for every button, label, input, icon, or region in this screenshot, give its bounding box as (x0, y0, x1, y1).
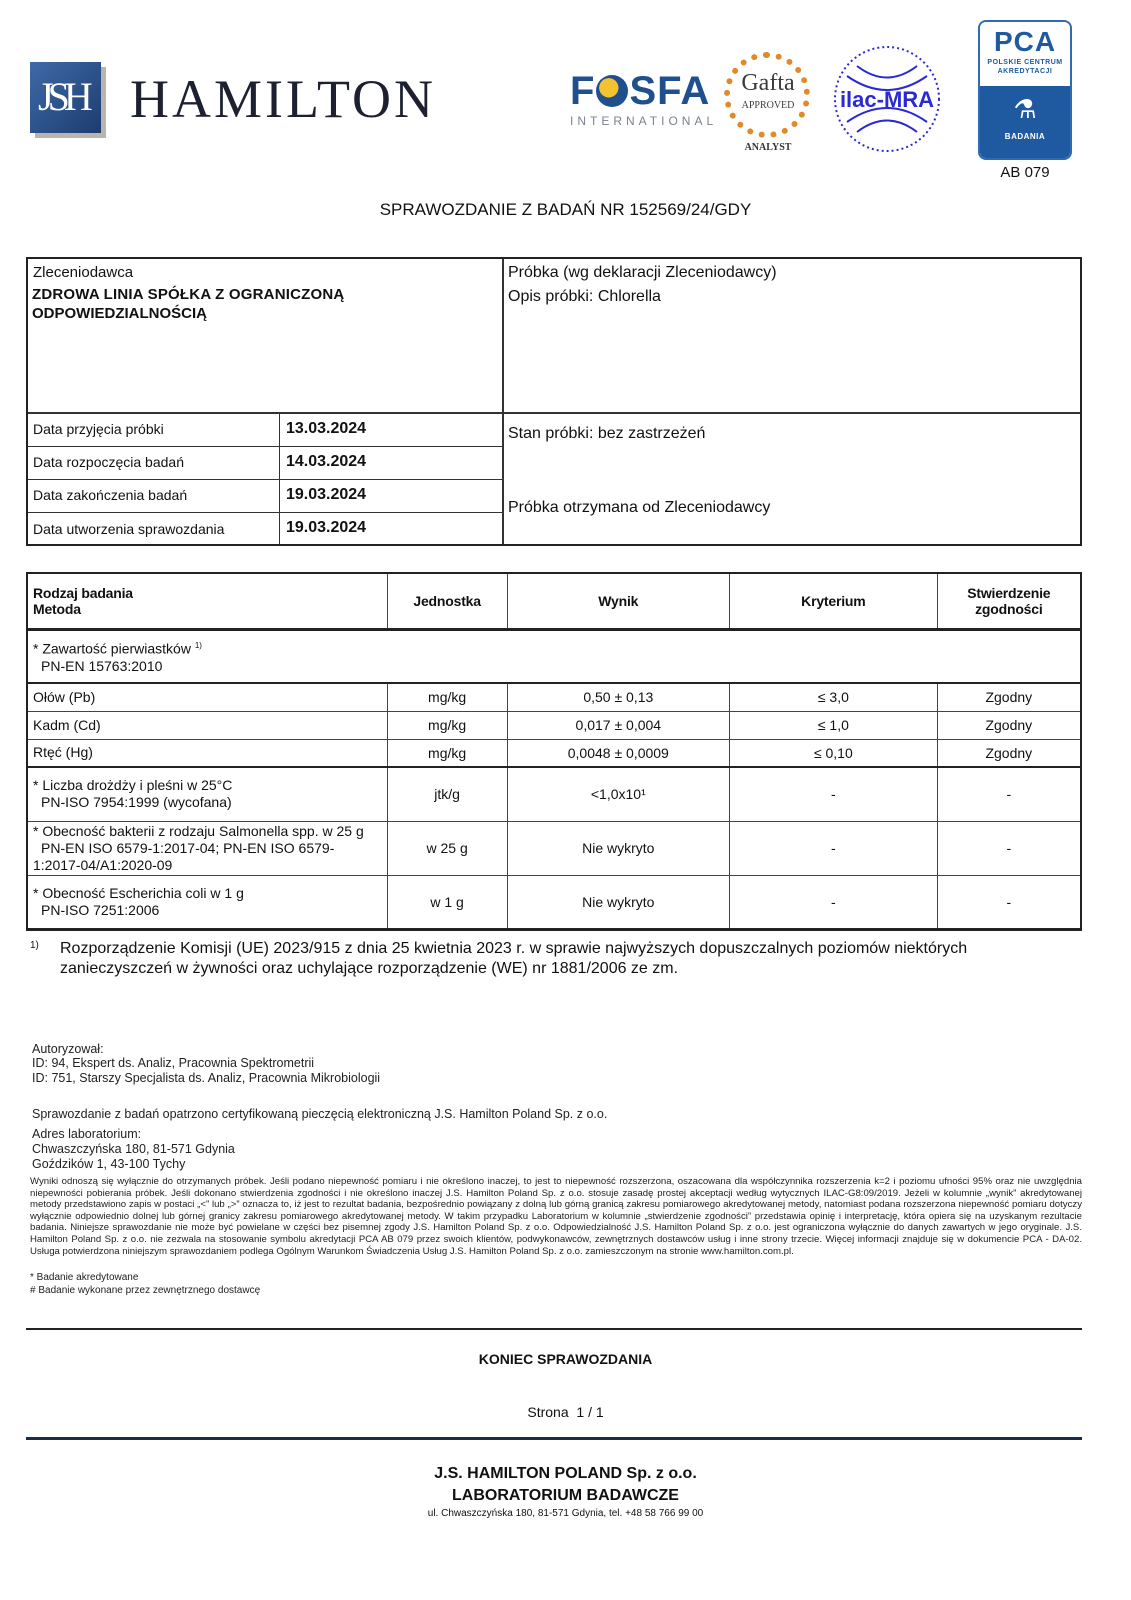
row-criterion: - (730, 767, 938, 821)
group-footnote-ref: 1) (194, 641, 202, 651)
date-label-end: Data zakończenia badań (33, 487, 188, 503)
row-result: 0,0048 ± 0,0009 (507, 739, 730, 767)
header-test-method (27, 573, 387, 629)
info-divider-vertical (502, 259, 504, 544)
row-method: PN-ISO 7251:2006 (41, 901, 160, 918)
group-cell (27, 629, 1081, 683)
row-result: 0,50 ± 0,13 (507, 683, 730, 711)
row-criterion: ≤ 1,0 (730, 711, 938, 739)
row-unit: w 1 g (387, 875, 507, 929)
row-method: PN-ISO 7954:1999 (wycofana) (41, 794, 232, 811)
pca-subtitle-1: POLSKIE CENTRUM (987, 59, 1063, 66)
group-row-elements (27, 629, 1081, 683)
row-name: Kadm (Cd) (27, 711, 387, 739)
row-method-cont: 1:2017-04/A1:2020-09 (33, 856, 173, 873)
row-name (27, 767, 387, 821)
flask-icon: ⚗ (1013, 94, 1037, 124)
row-title: * Liczba drożdży i pleśni w 25°C (33, 777, 233, 794)
pca-accreditation-logo (978, 20, 1072, 160)
footer-lab: LABORATORIUM BADAWCZE (452, 1487, 679, 1504)
ilac-mra-logo (832, 44, 942, 154)
row-conformity: - (937, 875, 1081, 929)
logo-box (30, 62, 101, 133)
row-name: Ołów (Pb) (27, 683, 387, 711)
row-conformity: - (937, 767, 1081, 821)
ilac-globe-icon (832, 44, 942, 154)
seal-note: Sprawozdanie z badań opatrzono certyfikowaną pieczęcią elektroniczną J.S. Hamilton Poland Sp. z o.o. (32, 1107, 608, 1121)
row-criterion: - (730, 875, 938, 929)
group-title: * Zawartość pierwiastków (33, 641, 191, 658)
footnote-mark: 1) (30, 940, 39, 951)
header-conformity-line2: zgodności (975, 600, 1043, 617)
legend-accredited: * Badanie akredytowane (30, 1272, 139, 1283)
client-name-line1: ZDROWA LINIA SPÓŁKA Z OGRANICZONĄ (32, 286, 345, 303)
row-method: PN-EN ISO 6579-1:2017-04; PN-EN ISO 6579- (41, 839, 335, 856)
globe-icon (596, 75, 628, 107)
table-row (27, 711, 1081, 739)
legal-disclaimer: Wyniki odnoszą się wyłącznie do otrzymanych próbek. Jeśli podano niepewność pomiaru i nie określono inaczej, to jest to niepewność rozszerzona, oszacowana dla współczynnika rozszerzenia k=2 i poziomu ufności 95% oraz nie uwzględnia niepewności pobierania próbek. Jeśli dokonano stwierdzenia zgodności i nie określono inaczej J.S. Hamilton Poland Sp. z o.o. stosuje zasadę prostej akceptacji według wytycznych ILAC-G8:09/2019. Jeżeli w kolumnie „wynik” akredytowanej metody przedstawiono zapis w postaci „<” lub „>” oznacza to, iż jest to rezultat badania, bezpośrednio powiązany z dolną lub górną granicą zakresu pomiarowego akredytowanej metody, natomiast podana rozszerzona niepewność pomiaru dotyczy wyłącznie odpowiednio dolnej lub górnej granicy zakresu pomiarowego akredytowanej metody. W takim przypadku Laboratorium w kolumnie „stwierdzenie zgodności” przedstawia opinię i interpretację, która opiera się na uzyskanym rezultacie badania. Niniejsze sprawozdanie nie może być powielane w części bez pisemnej zgody J.S. Hamilton Poland Sp. z o.o. Odpowiedzialność J.S. Hamilton Poland Sp. z o.o. jest ograniczona wyłącznie do danych zawartych w jego oryginale. J.S. Hamilton Poland Sp. z o.o. nie zezwala na stosowanie symbolu akredytacji PCA AB 079 przez swoich klientów, podwykonawców, zewnętrznych dostawców usług i inne strony trzecie. Więcej informacji znajduje się w dokumencie PCA - DA-02. Usługa potwierdzona niniejszym sprawozdaniem podlega Ogólnym Warunkom Świadczenia Usług J.S. Hamilton Poland Sp. z o.o. zamieszczonym na stronie www.hamilton.com.pl. (30, 1176, 1082, 1257)
date-label-created: Data utworzenia sprawozdania (33, 521, 225, 537)
jsh-monogram-logo (30, 62, 106, 138)
row-unit: mg/kg (387, 711, 507, 739)
row-result: Nie wykryto (507, 875, 730, 929)
header-unit: Jednostka (387, 573, 507, 629)
results-table (26, 572, 1082, 931)
header-conformity-line1: Stwierdzenie (967, 584, 1051, 601)
lab-address-line: Chwaszczyńska 180, 81-571 Gdynia (32, 1142, 235, 1156)
date-value-end: 19.03.2024 (286, 486, 367, 503)
fosfa-sfa: SFA (629, 69, 711, 113)
legend-external: # Badanie wykonane przez zewnętrznego dostawcę (30, 1285, 261, 1296)
page-number: Strona 1 / 1 (527, 1404, 604, 1420)
dates-row-divider (28, 479, 502, 480)
row-unit: mg/kg (387, 683, 507, 711)
row-unit: mg/kg (387, 739, 507, 767)
row-result: 0,017 ± 0,004 (507, 711, 730, 739)
table-row (27, 739, 1081, 767)
header-criterion: Kryterium (730, 573, 938, 629)
date-value-created: 19.03.2024 (286, 519, 367, 536)
fosfa-f: F (570, 69, 596, 113)
divider (26, 1328, 1082, 1330)
row-title: * Obecność Escherichia coli w 1 g (33, 884, 244, 901)
report-title: SPRAWOZDANIE Z BADAŃ NR 152569/24/GDY (379, 200, 752, 219)
header-result: Wynik (507, 573, 730, 629)
logo-monogram: JSH (38, 74, 87, 119)
dates-row-divider (28, 512, 502, 513)
authorized-entry: ID: 94, Ekspert ds. Analiz, Pracownia Spektrometrii (32, 1056, 315, 1070)
table-row (27, 821, 1081, 875)
gafta-logo (722, 52, 814, 162)
gafta-approved: APPROVED (741, 100, 795, 111)
row-criterion: ≤ 0,10 (730, 739, 938, 767)
sample-label: Próbka (wg deklaracji Zleceniodawcy) (508, 264, 777, 281)
header-test: Rodzaj badania (33, 584, 133, 601)
header-conformity (937, 573, 1081, 629)
fosfa-logo (570, 69, 718, 128)
footnote-text: Rozporządzenie Komisji (UE) 2023/915 z dnia 25 kwietnia 2023 r. w sprawie najwyższych dopuszczalnych poziomów niektórych zanieczyszczeń w żywności oraz uchylające rozporządzenie (WE) nr 1881/2006 ze zm. (60, 940, 968, 977)
table-row (27, 683, 1081, 711)
row-name (27, 875, 387, 929)
footer-contact: ul. Chwaszczyńska 180, 81-571 Gdynia, tel. +48 58 766 99 00 (427, 1508, 704, 1519)
fosfa-subtitle: INTERNATIONAL (570, 114, 718, 128)
company-wordmark: HAMILTON (130, 69, 437, 129)
pca-name: PCA (993, 26, 1057, 57)
group-method: PN-EN 15763:2010 (41, 658, 163, 675)
gafta-name: Gafta (741, 70, 795, 96)
date-label-received: Data przyjęcia próbki (33, 421, 164, 437)
gafta-analyst: ANALYST (744, 142, 792, 153)
pca-section: BADANIA (1004, 132, 1046, 141)
authorized-entry: ID: 751, Starszy Specjalista ds. Analiz, Pracownia Mikrobiologii (32, 1071, 381, 1085)
lab-address-line: Goździków 1, 43-100 Tychy (32, 1157, 186, 1171)
accreditation-code: AB 079 (1000, 164, 1050, 181)
lab-address-label: Adres laboratorium: (32, 1127, 142, 1141)
ilac-text: ilac-MRA (839, 87, 935, 112)
client-name-line2: ODPOWIEDZIALNOŚCIĄ (32, 305, 207, 322)
authorized-label: Autoryzował: (32, 1042, 104, 1056)
row-criterion: ≤ 3,0 (730, 683, 938, 711)
info-divider-horizontal (28, 412, 1080, 414)
row-name: Rtęć (Hg) (27, 739, 387, 767)
row-criterion: - (730, 821, 938, 875)
report-info-box (26, 257, 1082, 546)
sample-state: Stan próbki: bez zastrzeżeń (508, 425, 706, 442)
pca-subtitle-2: AKREDYTACJI (997, 68, 1053, 75)
row-result: <1,0x10¹ (507, 767, 730, 821)
sample-source: Próbka otrzymana od Zleceniodawcy (508, 499, 771, 516)
table-row (27, 767, 1081, 821)
table-row (27, 875, 1081, 929)
date-value-start: 14.03.2024 (286, 453, 367, 470)
row-unit: jtk/g (387, 767, 507, 821)
header-method: Metoda (33, 600, 81, 617)
row-name (27, 821, 387, 875)
row-conformity: - (937, 821, 1081, 875)
row-result: Nie wykryto (507, 821, 730, 875)
row-conformity: Zgodny (937, 711, 1081, 739)
row-conformity: Zgodny (937, 683, 1081, 711)
row-conformity: Zgodny (937, 739, 1081, 767)
footer-company: J.S. HAMILTON POLAND Sp. z o.o. (434, 1465, 697, 1482)
end-of-report: KONIEC SPRAWOZDANIA (478, 1351, 653, 1367)
dates-row-divider (28, 446, 502, 447)
row-title: * Obecność bakterii z rodzaju Salmonella spp. w 25 g (33, 822, 364, 839)
row-unit: w 25 g (387, 821, 507, 875)
table-header-row (27, 573, 1081, 629)
footer-divider (26, 1437, 1082, 1440)
client-label: Zleceniodawca (33, 264, 134, 281)
date-value-received: 13.03.2024 (286, 420, 367, 437)
date-label-start: Data rozpoczęcia badań (33, 454, 184, 470)
sample-description: Opis próbki: Chlorella (508, 288, 661, 305)
